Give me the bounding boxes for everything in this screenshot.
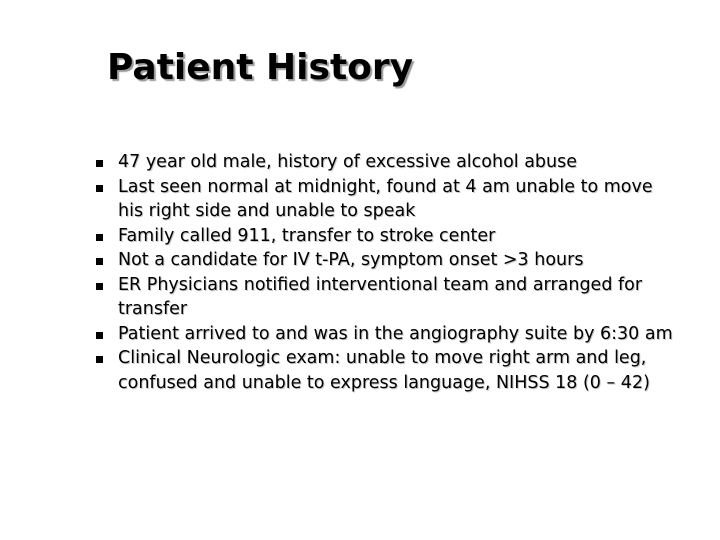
square-bullet-icon: [96, 283, 103, 290]
bullet-item: [96, 248, 676, 273]
bullet-item: [96, 224, 676, 249]
square-bullet-icon: [96, 234, 103, 241]
bullet-text: Patient arrived to and was in the angiography suite by 6:30 am: [118, 323, 673, 344]
bullet-item: [96, 175, 676, 224]
square-bullet-icon: [96, 160, 103, 167]
bullet-text: ER Physicians notified interventional team and arranged for transfer: [118, 274, 643, 319]
square-bullet-icon: [96, 258, 103, 265]
bullet-text: Not a candidate for IV t-PA, symptom onset >3 hours: [118, 250, 584, 270]
slide-title: Patient History: [107, 47, 414, 88]
bullet-text: Family called 911, transfer to stroke center: [118, 225, 496, 246]
bullet-list: [96, 150, 676, 395]
bullet-item: [96, 273, 676, 322]
bullet-item: [96, 322, 676, 347]
bullet-text: 47 year old male, history of excessive alcohol abuse: [118, 152, 578, 172]
square-bullet-icon: [96, 332, 103, 339]
bullet-item: [96, 150, 676, 175]
bullet-text: Last seen normal at midnight, found at 4 am unable to move his right side and unable to speak: [118, 176, 653, 221]
bullet-item: [96, 346, 676, 395]
square-bullet-icon: [96, 185, 103, 192]
square-bullet-icon: [96, 356, 103, 363]
bullet-text: Clinical Neurologic exam: unable to move right arm and leg, confused and unable to express language, NIHSS 18 (0 – 42): [118, 348, 650, 393]
